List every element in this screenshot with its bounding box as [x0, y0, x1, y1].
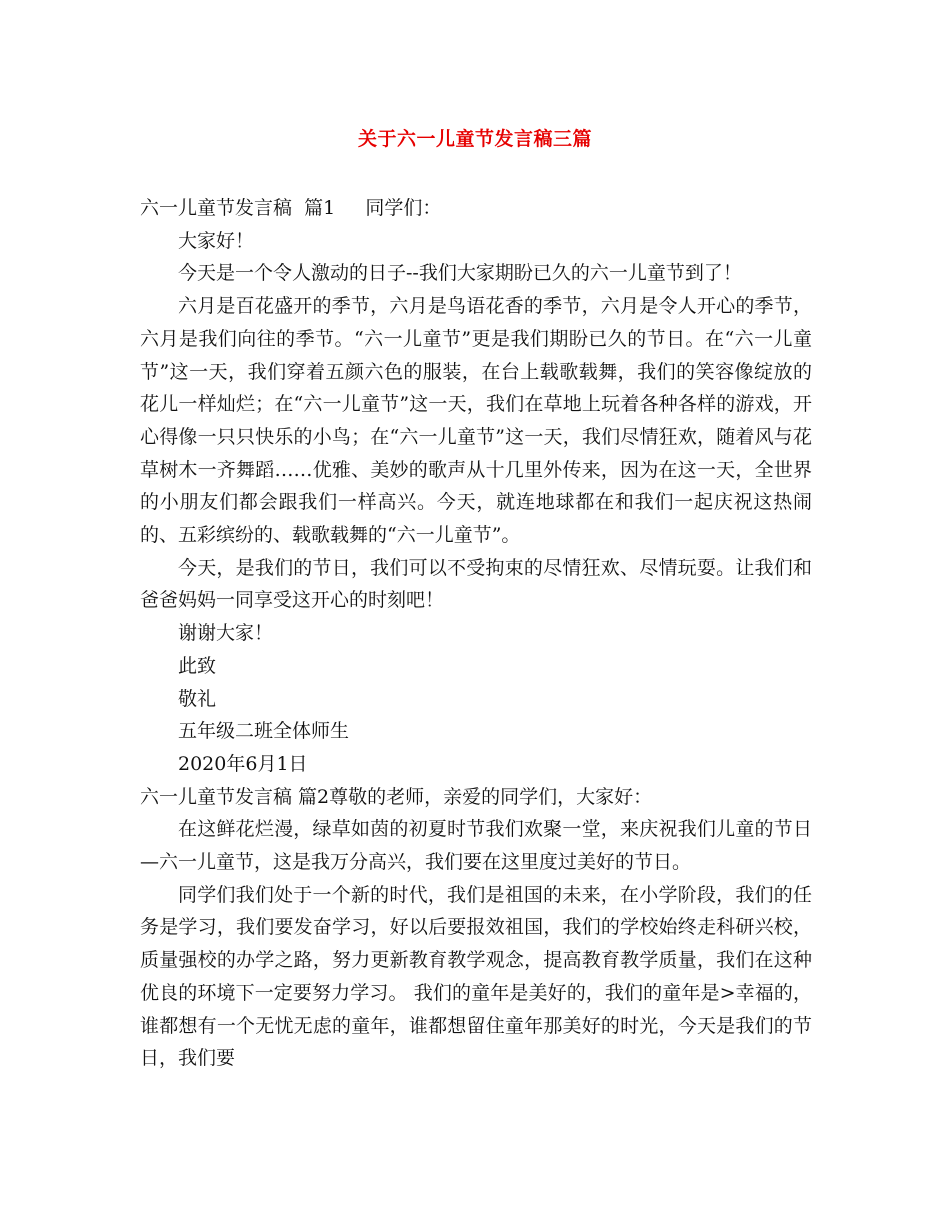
paragraph: 谢谢大家！ [178, 622, 274, 645]
paragraph: 在这鲜花烂漫，绿草如茵的初夏时节我们欢聚一堂，来庆祝我们儿童的节日—六一儿童节，这是我万分高兴，我们要在这里度过美好的节日。 [140, 818, 812, 874]
document-body [140, 192, 812, 1075]
closing-line: 敬礼 [178, 687, 217, 710]
section-heading-1: 六一儿童节发言稿 篇1 同学们： [140, 197, 442, 219]
paragraph: 六月是百花盛开的季节，六月是鸟语花香的季节，六月是令人开心的季节，六月是我们向往的季节。“六一儿童节”更是我们期盼已久的节日。在“六一儿童节”这一天，我们穿着五颜六色的服装，在台上载歌载舞，我们的笑容像绽放的花儿一样灿烂；在“六一儿童节”这一天，我们在草地上玩着各种各样的游戏，开心得像一只只快乐的小鸟；在“六一儿童节”这一天，我们尽情狂欢，随着风与花草树木一齐舞蹈……优雅、美妙的歌声从十几里外传来，因为在这一天，全世界的小朋友们都会跟我们一样高兴。今天，就连地球都在和我们一起庆祝这热闹的、五彩缤纷的、载歌载舞的“六一儿童节”。 [140, 295, 812, 547]
signature-line: 五年级二班全体师生 [178, 720, 350, 743]
paragraph: 今天，是我们的节日，我们可以不受拘束的尽情狂欢、尽情玩耍。让我们和爸爸妈妈一同享受这开心的时刻吧！ [140, 556, 812, 612]
paragraph: 同学们我们处于一个新的时代，我们是祖国的未来，在小学阶段，我们的任务是学习，我们要发奋学习，好以后要报效祖国，我们的学校始终走科研兴校，质量强校的办学之路，努力更新教育教学观念，提高教育教学质量，我们在这种优良的环境下一定要努力学习。 我们的童年是美好的，我们的童年是>幸福的，谁都想有一个无忧无虑的童年，谁都想留住童年那美好的时光，今天是我们的节日，我们要 [140, 883, 812, 1070]
paragraph: 大家好！ [178, 229, 255, 252]
closing-line: 此致 [178, 654, 217, 677]
date-line: 2020年6月1日 [178, 752, 308, 775]
section-heading-2: 六一儿童节发言稿 篇2尊敬的老师，亲爱的同学们，大家好： [140, 785, 653, 808]
paragraph: 今天是一个令人激动的日子--我们大家期盼已久的六一儿童节到了！ [178, 262, 742, 285]
document-title: 关于六一儿童节发言稿三篇 [357, 128, 592, 150]
